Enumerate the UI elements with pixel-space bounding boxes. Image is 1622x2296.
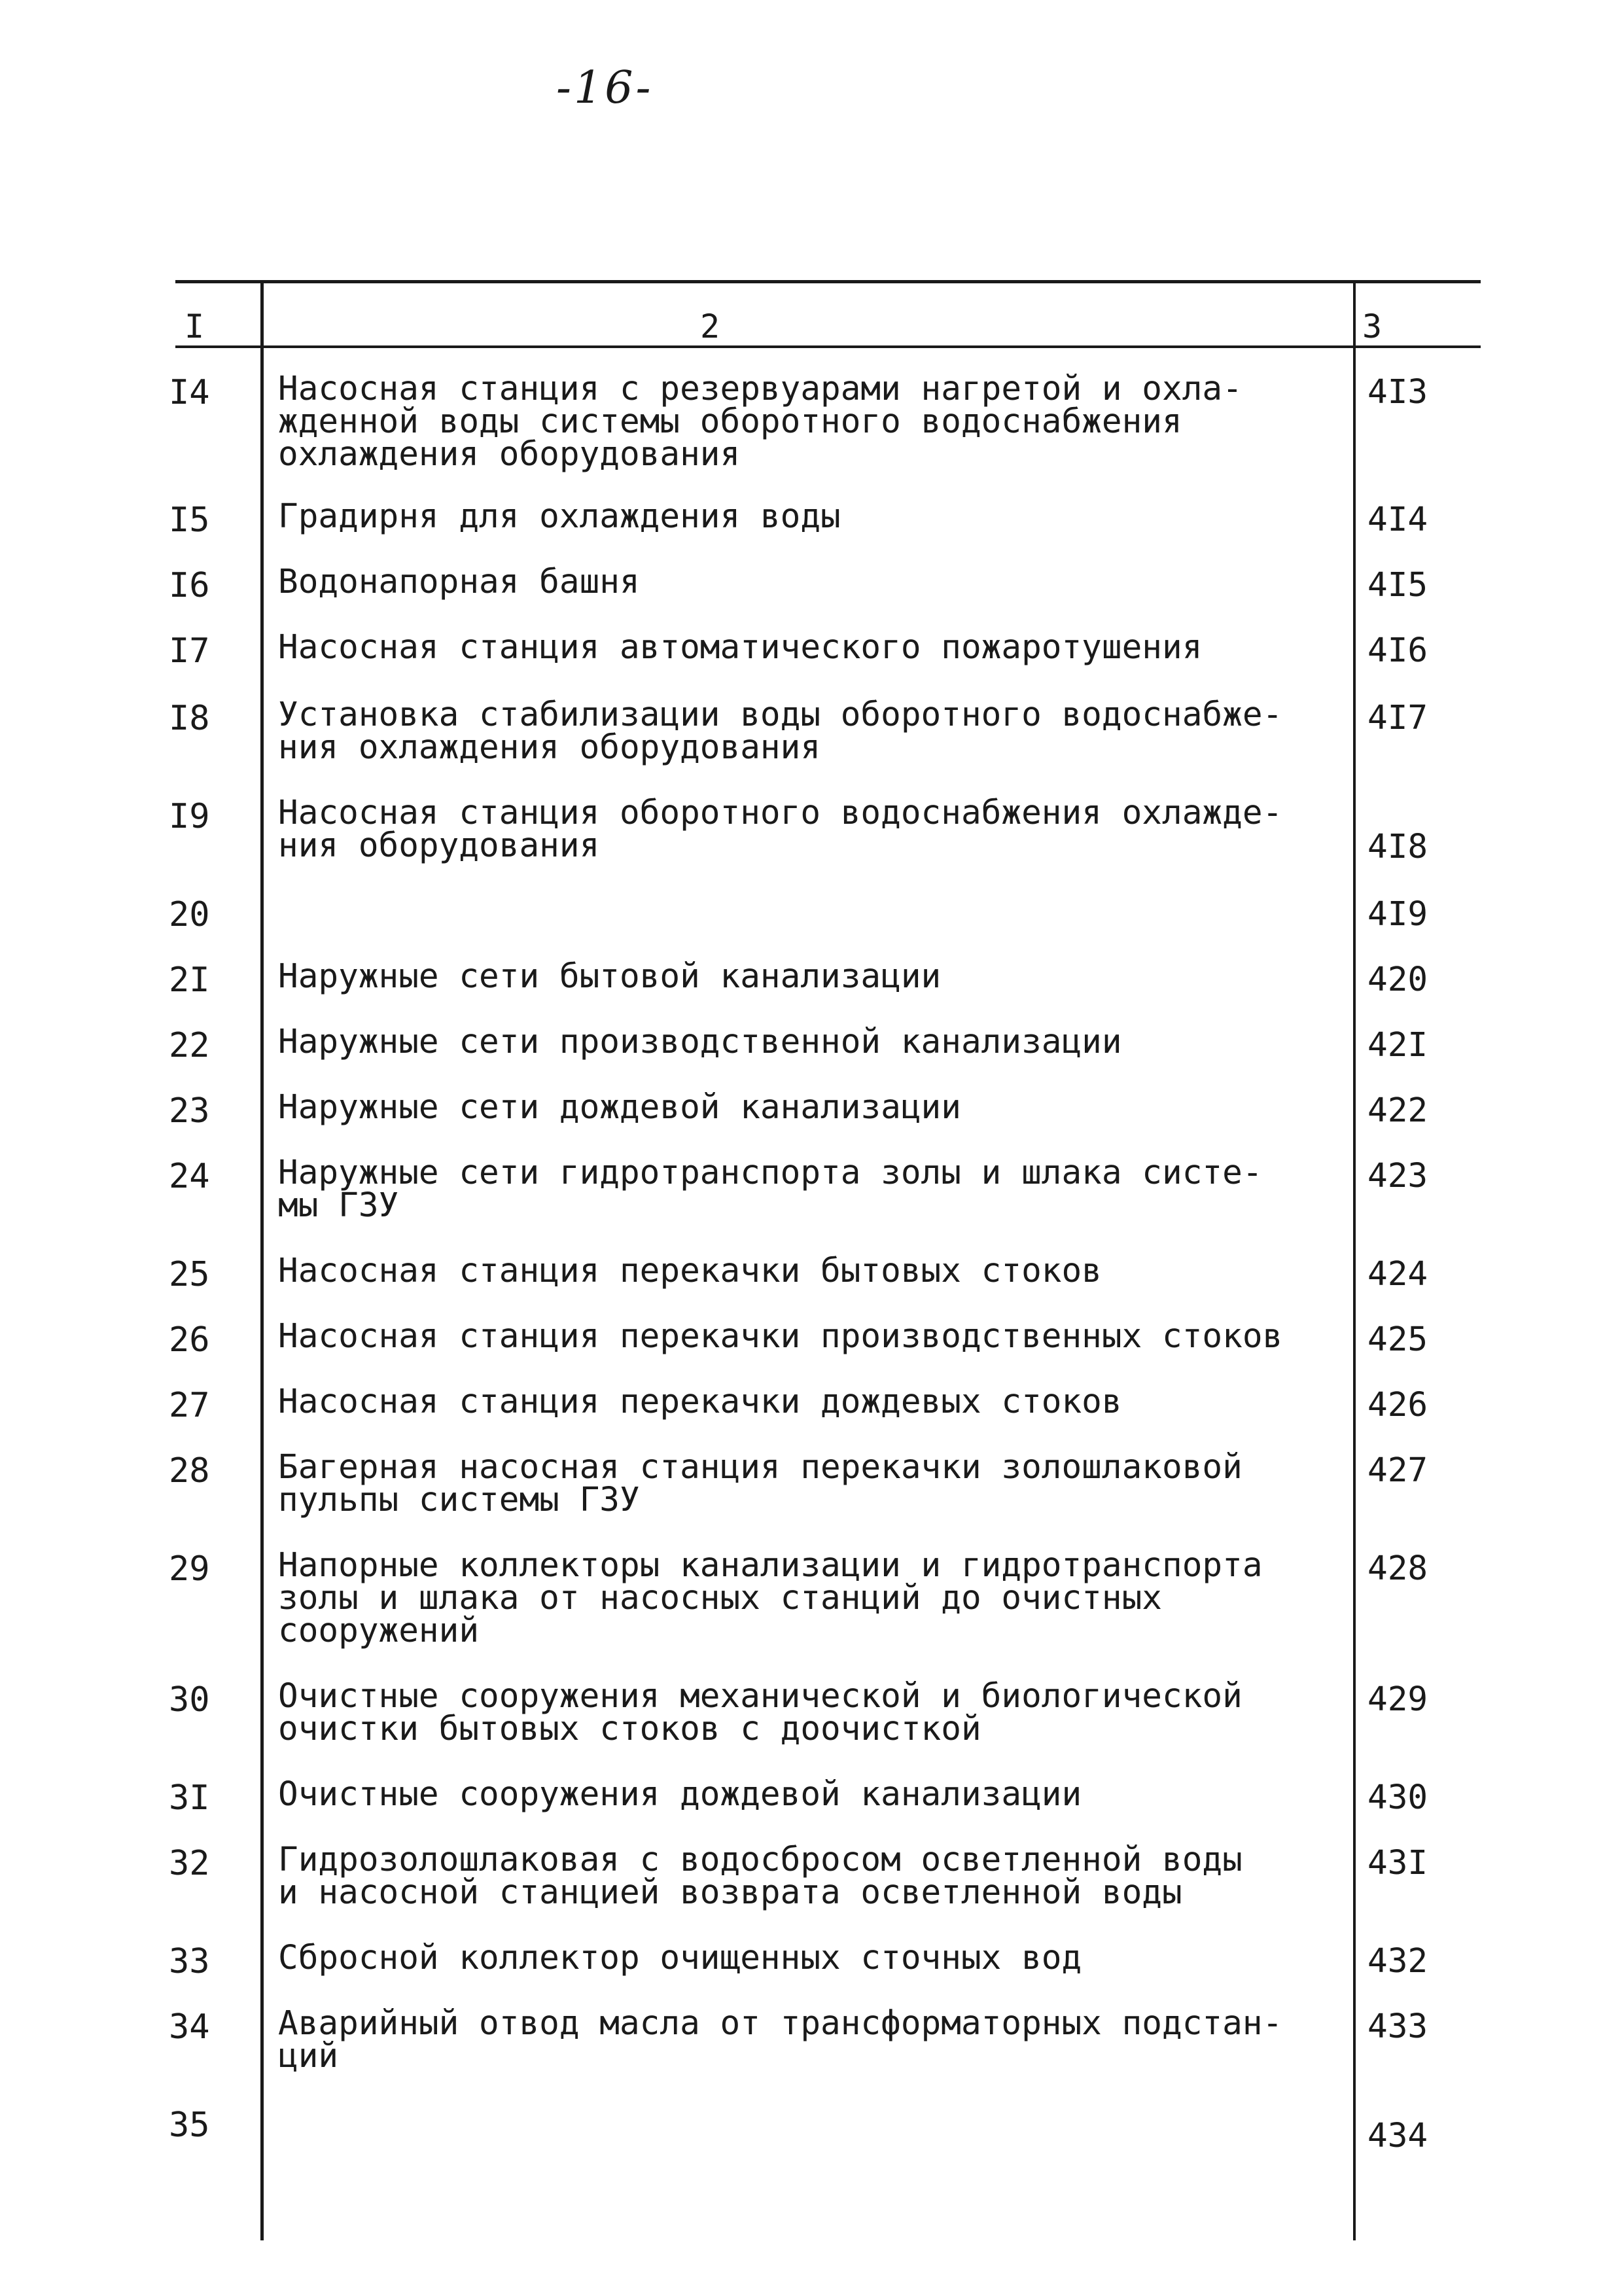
row-number: 20 xyxy=(169,895,210,934)
row-reference: 426 xyxy=(1367,1386,1428,1424)
row-reference: 434 xyxy=(1367,2117,1428,2155)
row-number: 32 xyxy=(169,1844,210,1883)
row-reference: 433 xyxy=(1367,2007,1428,2046)
row-number: I7 xyxy=(169,631,210,671)
row-number: I9 xyxy=(169,797,210,836)
row-reference: 424 xyxy=(1367,1255,1428,1294)
row-reference: 432 xyxy=(1367,1942,1428,1981)
row-title: Напорные коллекторы канализации и гидротранспорта золы и шлака от насосных станций до очистных сооружений xyxy=(278,1546,1263,1650)
row-title: Гидрозолошлаковая с водосбросом осветленной воды и насосной станцией возврата осветленной воды xyxy=(278,1841,1243,1912)
row-reference: 429 xyxy=(1367,1680,1428,1719)
row-title: Насосная станция оборотного водоснабжения охлажде- ния оборудования xyxy=(278,794,1283,865)
row-title: Багерная насосная станция перекачки золошлаковой пульпы системы ГЗУ xyxy=(278,1448,1243,1519)
row-number: I5 xyxy=(169,501,210,540)
row-title: Насосная станция перекачки производственных стоков xyxy=(278,1317,1283,1356)
row-number: 2I xyxy=(169,961,210,1000)
row-number: 27 xyxy=(169,1386,210,1425)
row-reference: 430 xyxy=(1367,1778,1428,1817)
row-reference: 4I6 xyxy=(1367,631,1428,670)
row-number: 26 xyxy=(169,1320,210,1360)
row-number: 23 xyxy=(169,1091,210,1131)
row-reference: 422 xyxy=(1367,1091,1428,1130)
row-title: Насосная станция перекачки дождевых стоков xyxy=(278,1383,1122,1421)
header-col-2: 2 xyxy=(700,308,720,345)
row-title: Очистные сооружения дождевой канализации xyxy=(278,1775,1082,1814)
column-divider-left xyxy=(260,283,264,2240)
row-reference: 4I9 xyxy=(1367,895,1428,934)
row-number: I6 xyxy=(169,566,210,605)
row-reference: 428 xyxy=(1367,1549,1428,1588)
row-reference: 43I xyxy=(1367,1844,1428,1882)
row-number: 22 xyxy=(169,1026,210,1065)
row-reference: 4I4 xyxy=(1367,501,1428,539)
row-title: Наружные сети бытовой канализации xyxy=(278,957,942,996)
row-title: Наружные сети гидротранспорта золы и шлака систе- мы ГЗУ xyxy=(278,1154,1263,1225)
row-title: Насосная станция перекачки бытовых стоков xyxy=(278,1252,1102,1290)
row-number: 25 xyxy=(169,1255,210,1294)
table-header-rule xyxy=(175,345,1481,348)
row-title: Насосная станция автоматического пожаротушения xyxy=(278,628,1203,667)
row-reference: 42I xyxy=(1367,1026,1428,1065)
row-number: 28 xyxy=(169,1451,210,1491)
row-reference: 4I3 xyxy=(1367,373,1428,412)
row-title: Аварийный отвод масла от трансформаторных подстан- ций xyxy=(278,2004,1283,2075)
row-reference: 427 xyxy=(1367,1451,1428,1490)
header-col-3: 3 xyxy=(1362,308,1383,345)
row-reference: 425 xyxy=(1367,1320,1428,1359)
row-title: Установка стабилизации воды оборотного водоснабже- ния охлаждения оборудования xyxy=(278,696,1283,767)
table-top-rule xyxy=(175,280,1481,283)
row-number: 30 xyxy=(169,1680,210,1720)
page-number: -16- xyxy=(556,62,654,114)
row-title: Сбросной коллектор очищенных сточных вод xyxy=(278,1939,1082,1977)
row-reference: 420 xyxy=(1367,961,1428,999)
row-reference: 4I8 xyxy=(1367,828,1428,866)
row-number: 34 xyxy=(169,2007,210,2047)
row-number: 29 xyxy=(169,1549,210,1589)
row-title: Очистные сооружения механической и биологической очистки бытовых стоков с доочисткой xyxy=(278,1677,1243,1748)
row-title: Градирня для охлаждения воды xyxy=(278,497,841,536)
row-title: Наружные сети дождевой канализации xyxy=(278,1088,961,1127)
row-number: 24 xyxy=(169,1157,210,1196)
row-title: Наружные сети производственной канализации xyxy=(278,1023,1122,1061)
row-number: 3I xyxy=(169,1778,210,1818)
row-reference: 4I7 xyxy=(1367,699,1428,737)
row-reference: 423 xyxy=(1367,1157,1428,1195)
header-col-1: I xyxy=(185,308,205,345)
row-number: 33 xyxy=(169,1942,210,1981)
row-title: Насосная станция с резервуарами нагретой и охла- жденной воды системы оборотного водоснабжения охлаждения оборудования xyxy=(278,370,1243,474)
column-divider-right xyxy=(1353,281,1356,2240)
row-number: 35 xyxy=(169,2106,210,2145)
row-number: I8 xyxy=(169,699,210,738)
row-title: Водонапорная башня xyxy=(278,563,640,601)
row-reference: 4I5 xyxy=(1367,566,1428,605)
row-number: I4 xyxy=(169,373,210,412)
